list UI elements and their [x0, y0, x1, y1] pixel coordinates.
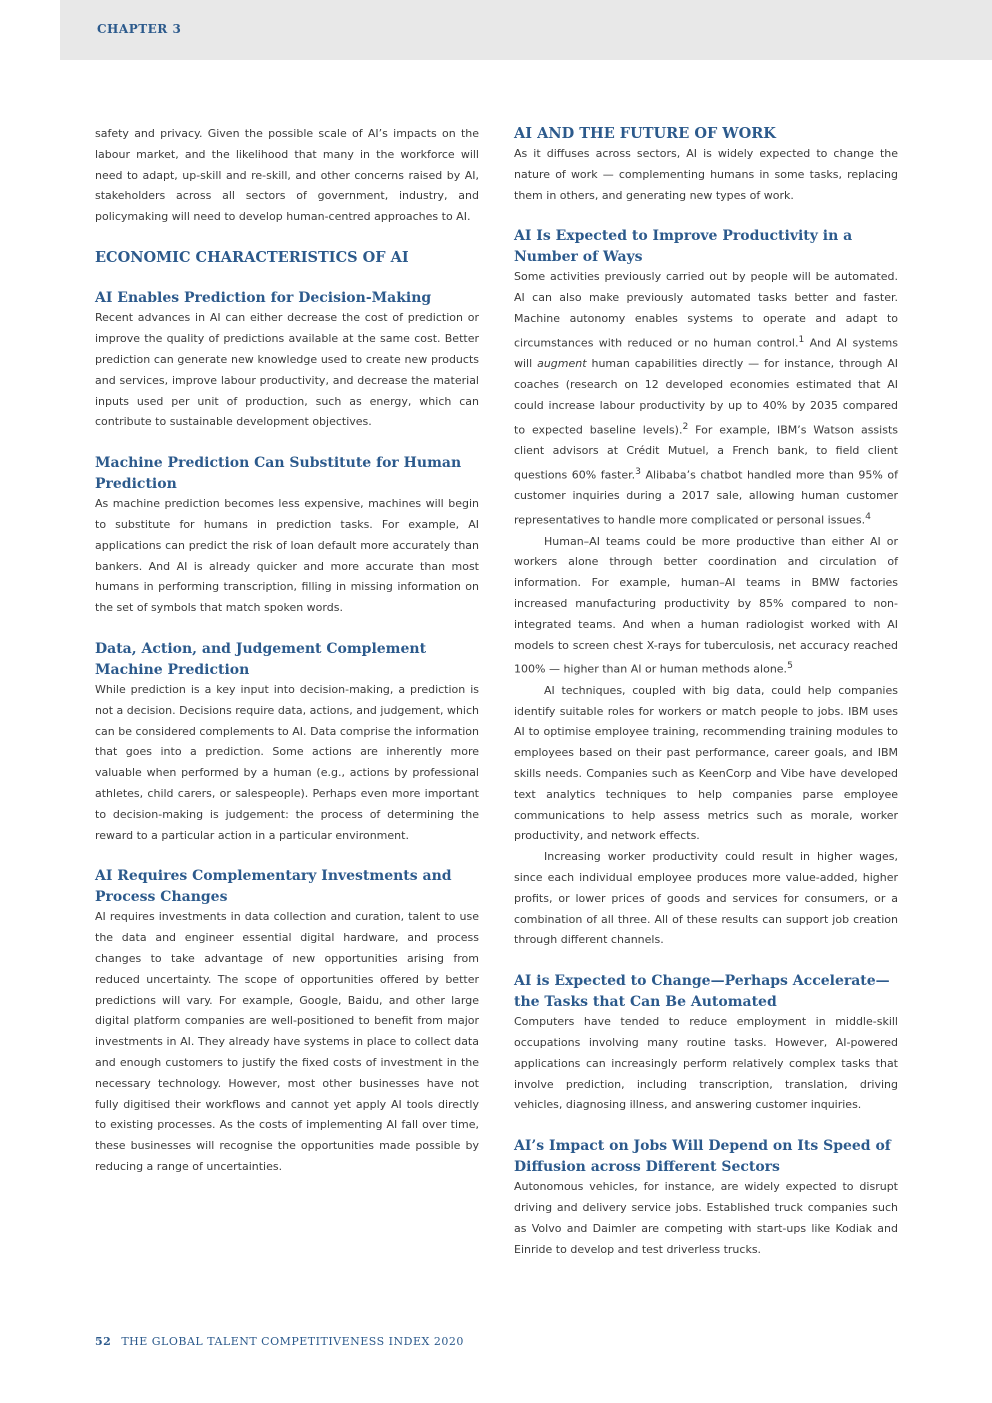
- productivity-paragraph-4: Increasing worker productivity could result in higher wages, since each individual employee produces more value-added, higher profits, or lower prices of goods and services for consumers, or a combination of all three. All of these results can support job creation through different channels.: [514, 850, 898, 947]
- right-column: [514, 124, 898, 1260]
- section-title-future-of-work: AI AND THE FUTURE OF WORK: [514, 125, 776, 142]
- subsection-body-investments: AI requires investments in data collection and curation, talent to use the data and engineer essential digital hardware, and process changes to take advantage of new opportunities arising from reduced uncertainty. The scope of opportunities offered by better predictions will vary. For example, Google, Baidu, and other large digital platform companies are well-positioned to benefit from major investments in AI. They already have systems in place to collect data and enough customers to justify the fixed costs of investment in the necessary technology. However, most other businesses have not fully digitised their workflows and cannot yet apply AI tools directly to existing processes. As the costs of implementing AI fall over time, these businesses will recognise the opportunities made possible by reducing a range of uncertainties.: [95, 910, 479, 1173]
- productivity-paragraph-1: Some activities previously carried out by people will be automated. AI can also make previously automated tasks better and faster. Machine autonomy enables systems to operate and adapt to circumstances with reduced or no human control.$^1$ And AI systems will augment human capabilities directly — for instance, through AI coaches (research on 12 developed economies estimated that AI could increase labour productivity by up to 40% by 2035 compared to expected baseline levels).$^2$ For example, IBM’s Watson assists client advisors at Crédit Mutuel, a French bank, to field client questions 60% faster.$^3$ Alibaba’s chatbot handled more than 95% of customer inquiries during a 2017 sale, allowing human customer representatives to handle more complicated or personal issues.$^4$: [514, 270, 898, 527]
- footnote-4: 4: [865, 511, 871, 523]
- subsection-title-automation: AI is Expected to Change—Perhaps Accelerate—the Tasks that Can Be Automated: [514, 973, 890, 1010]
- page-number: 52: [95, 1335, 112, 1348]
- subsection-title-complement: Data, Action, and Judgement Complement Machine Prediction: [95, 641, 427, 678]
- productivity-paragraph-2: Human–AI teams could be more productive than either AI or workers alone through better coordination and circulation of information. For example, human–AI teams in BMW factories increased manufacturing productivity by 85% compared to non-integrated teams. And when a human radiologist worked with AI models to screen chest X-rays for tuberculosis, net accuracy reached 100% — higher than AI or human methods alone.$^5$: [514, 534, 898, 677]
- chapter-label: CHAPTER 3: [97, 22, 182, 36]
- left-column: [95, 124, 479, 1178]
- header-bar: [60, 0, 992, 60]
- subsection-title-diffusion: AI’s Impact on Jobs Will Depend on Its Speed of Diffusion across Different Sectors: [514, 1138, 891, 1175]
- subsection-body-diffusion: Autonomous vehicles, for instance, are widely expected to disrupt driving and delivery service jobs. Established truck companies such as Volvo and Daimler are competing with start-ups like Kodiak and Einride to develop and test driverless trucks.: [514, 1180, 898, 1256]
- footnote-3: 3: [635, 465, 641, 477]
- subsection-body-complement: While prediction is a key input into decision-making, a prediction is not a decision. Decisions require data, actions, and judgement, which can be considered complements to AI. Data comprise the information that goes into a prediction. Some actions are inherently more valuable when performed by a human (e.g., actions by professional athletes, child carers, or salespeople). Perhaps even more important to decision-making is judgement: the process of determining the reward to a particular action in a particular environment.: [95, 683, 479, 842]
- subsection-title-prediction: AI Enables Prediction for Decision-Making: [95, 289, 432, 306]
- subsection-body-substitute: As machine prediction becomes less expensive, machines will begin to substitute for humans in prediction tasks. For example, AI applications can predict the risk of loan default more accurately than bankers. And AI is already quicker and more accurate than most humans in performing transcription, filling in missing information on the set of symbols that match spoken words.: [95, 497, 479, 615]
- section-title-economic-characteristics: ECONOMIC CHARACTERISTICS OF AI: [95, 248, 409, 266]
- productivity-paragraph-3: AI techniques, coupled with big data, could help companies identify suitable roles for workers or match people to jobs. IBM uses AI to optimise employee training, recommending training modules to employees based on their past performance, career goals, and IBM skills needs. Companies such as KeenCorp and Vibe have developed text analytics techniques to help companies parse employee communications to help assess metrics such as morale, worker productivity, and network effects.: [514, 683, 898, 843]
- subsection-body-prediction: Recent advances in AI can either decrease the cost of prediction or improve the quality of predictions available at the same cost. Better prediction can generate new knowledge used to create new products and services, improve labour productivity, and decrease the material inputs used per unit of production, such as energy, which can contribute to sustainable development objectives.: [95, 311, 479, 429]
- subsection-body-automation: Computers have tended to reduce employment in middle-skill occupations involving many routine tasks. However, AI-powered applications can increasingly perform relatively complex tasks that involve prediction, including transcription, translation, driving vehicles, diagnosing illness, and answering customer inquiries.: [514, 1015, 898, 1112]
- subsection-title-productivity: AI Is Expected to Improve Productivity in a Number of Ways: [514, 228, 853, 265]
- subsection-title-investments: AI Requires Complementary Investments and Process Changes: [95, 868, 452, 905]
- left-intro-paragraph: safety and privacy. Given the possible scale of AI’s impacts on the labour market, and the likelihood that many in the workforce will need to adapt, up-skill and re-skill, and other concerns raised by AI, stakeholders across all sectors of government, industry, and policymaking will need to develop human-centred approaches to AI.: [95, 127, 479, 224]
- subsection-title-substitute: Machine Prediction Can Substitute for Human Prediction: [95, 455, 462, 492]
- footnote-1: 1: [798, 333, 805, 345]
- publication-title: THE GLOBAL TALENT COMPETITIVENESS INDEX 2020: [121, 1335, 464, 1348]
- footnote-5: 5: [787, 660, 793, 672]
- right-intro-paragraph: As it diffuses across sectors, AI is widely expected to change the nature of work — complementing humans in some tasks, replacing them in others, and generating new types of work.: [514, 147, 898, 202]
- page-footer: [95, 1335, 464, 1348]
- footnote-2: 2: [682, 420, 689, 432]
